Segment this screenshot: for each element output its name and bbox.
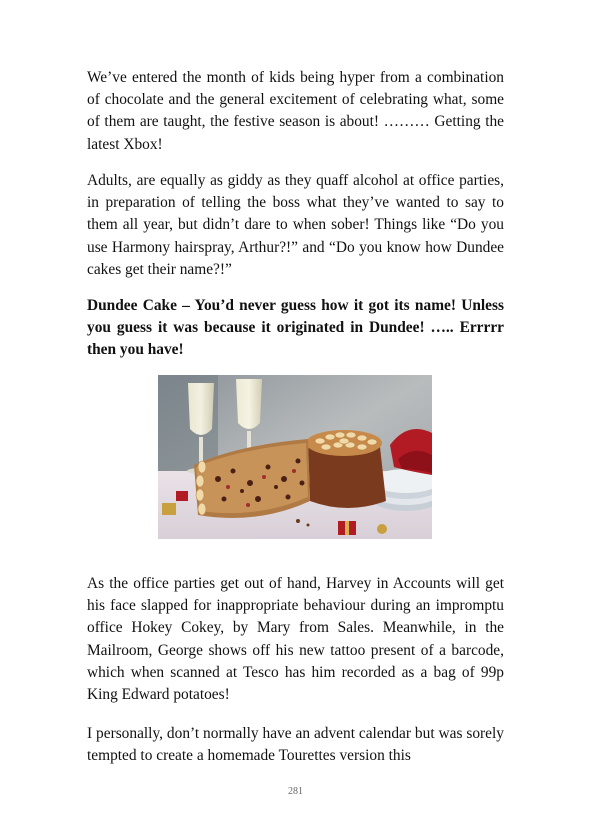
paragraph-office-parties: Adults, are equally as giddy as they quaff alcohol at office parties, in preparation of telling the boss what they’ve wanted to say to them all year, but didn’t dare to when sober! Things like “Do you use Harmony hairspray, Arthur?!” and “Do you know how Dundee cakes get their name?!” [87,172,504,278]
page-number: 281 [288,786,303,797]
paragraph-office-antics: As the office parties get out of hand, Harvey in Accounts will get his face slapped for inappropriate behaviour during an impromptu office Hokey Cokey, by Mary from Sales. Meanwhile, in the Mailroom, George shows off his new tattoo present of a barcode, which when scanned at Tesco has him recorded as a bag of 99p King Edward potatoes! [87,575,504,704]
paragraph-kids-hyper: We’ve entered the month of kids being hyper from a combination of chocolate and the general excitement of celebrating what, some of them are taught, the festive season is about! ……… Getting the latest Xbox! [87,69,504,153]
paragraph-advent-calendar: I personally, don’t normally have an advent calendar but was sorely tempted to create a homemade Tourettes version this [87,725,504,765]
paragraph-dundee-cake: Dundee Cake – You’d never guess how it got its name! Unless you guess it was because it originated in Dundee! ….. Errrrr then you have! [87,297,504,359]
dundee-cake-photo [158,375,432,539]
